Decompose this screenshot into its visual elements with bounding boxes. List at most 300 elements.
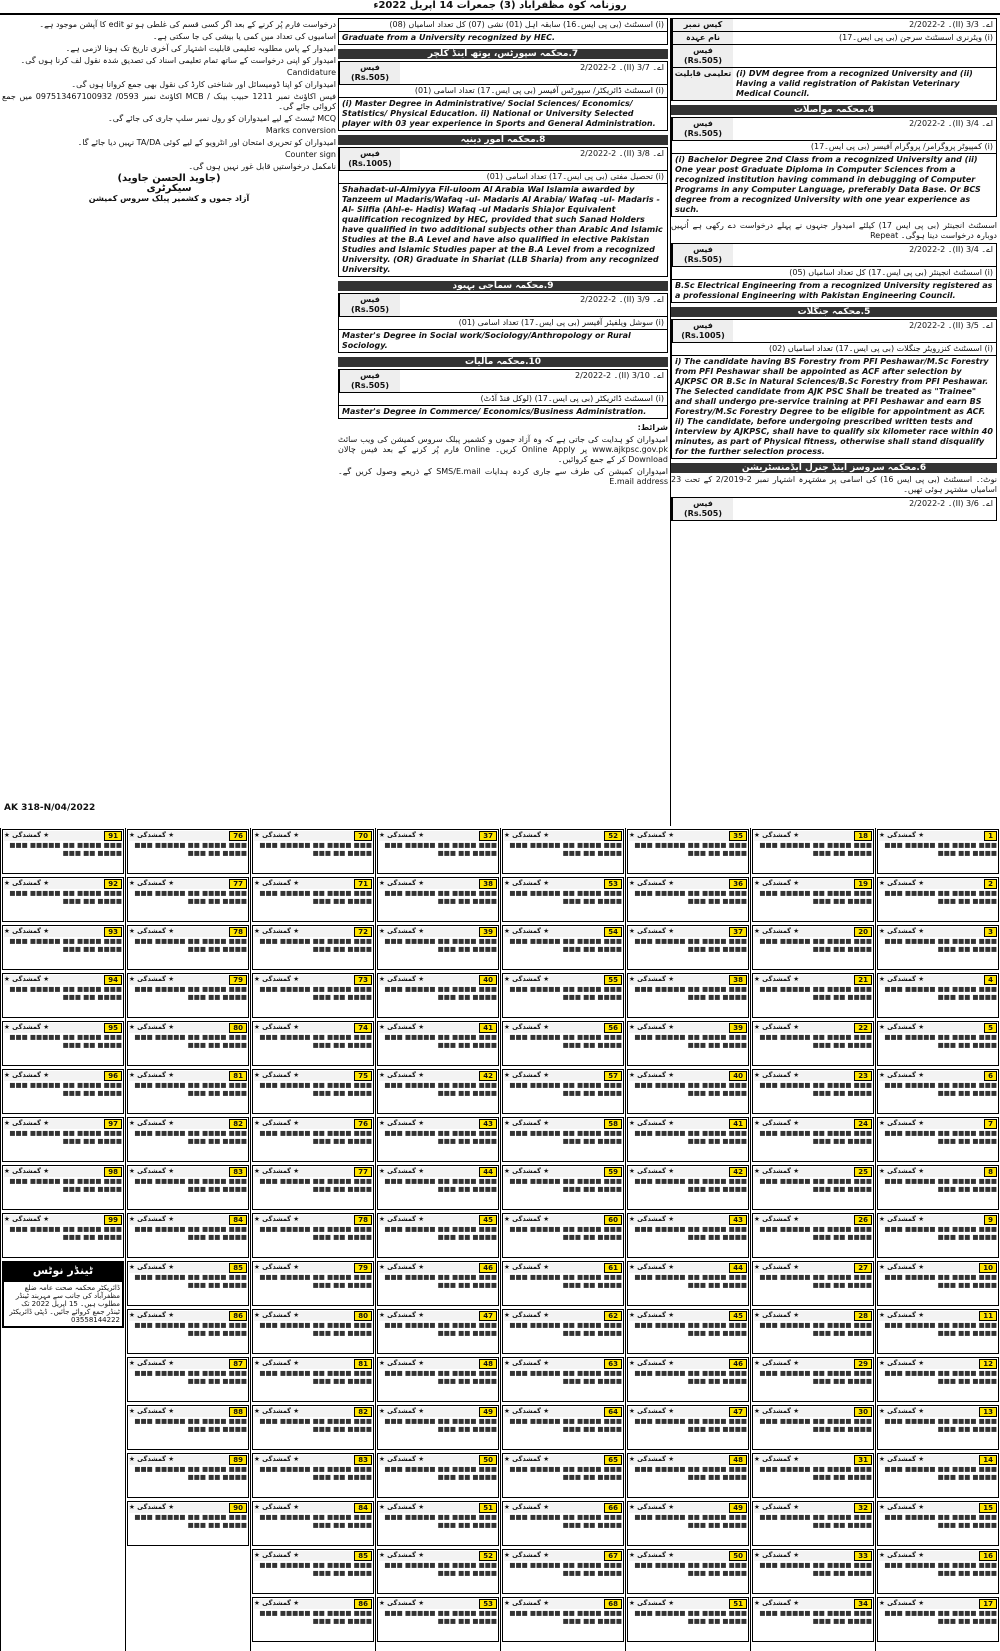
ad-body: ■■■ ■■■■ ■■ ■■■■■ ■■■ ■■■■ ■■ ■■■ [9, 1081, 122, 1097]
ad-body: ■■■ ■■■■ ■■ ■■■■■ ■■■ ■■■■ ■■ ■■■ [509, 1609, 622, 1625]
ad-label: ★ گمشدگی ★ [754, 1407, 800, 1415]
ad-body: ■■■ ■■■■ ■■ ■■■■■ ■■■ ■■■■ ■■ ■■■ [884, 1129, 997, 1145]
classified-ad [877, 1261, 999, 1306]
classified-ad [252, 1357, 374, 1402]
ad-body: ■■■ ■■■■ ■■ ■■■■■ ■■■ ■■■■ ■■ ■■■ [134, 889, 247, 905]
ad-body: ■■■ ■■■■ ■■ ■■■■■ ■■■ ■■■■ ■■ ■■■ [509, 1369, 622, 1385]
ad-body: ■■■ ■■■■ ■■ ■■■■■ ■■■ ■■■■ ■■ ■■■ [134, 1081, 247, 1097]
ad-body: ■■■ ■■■■ ■■ ■■■■■ ■■■ ■■■■ ■■ ■■■ [384, 1513, 497, 1529]
ad-label: ★ گمشدگی ★ [879, 1263, 925, 1271]
ad-number: 47 [729, 1407, 747, 1417]
classified-ad [127, 1405, 249, 1450]
ad-label: ★ گمشدگی ★ [254, 1503, 300, 1511]
ad-label: ★ گمشدگی ★ [379, 1023, 425, 1031]
ad-body: ■■■ ■■■■ ■■ ■■■■■ ■■■ ■■■■ ■■ ■■■ [259, 1273, 372, 1289]
ad-number: 76 [229, 831, 247, 841]
classified-ad [877, 1357, 999, 1402]
ad-body: ■■■ ■■■■ ■■ ■■■■■ ■■■ ■■■■ ■■ ■■■ [884, 1225, 997, 1241]
classified-ad [877, 973, 999, 1018]
classified-ad [627, 1357, 749, 1402]
ad-body: ■■■ ■■■■ ■■ ■■■■■ ■■■ ■■■■ ■■ ■■■ [134, 1321, 247, 1337]
ad-number: 73 [354, 975, 372, 985]
ad-label: ★ گمشدگی ★ [504, 1503, 550, 1511]
ad-number: 84 [354, 1503, 372, 1513]
ad-number: 98 [104, 1167, 122, 1177]
ad-body: ■■■ ■■■■ ■■ ■■■■■ ■■■ ■■■■ ■■ ■■■ [884, 1609, 997, 1625]
ad-body: ■■■ ■■■■ ■■ ■■■■■ ■■■ ■■■■ ■■ ■■■ [884, 1033, 997, 1049]
ad-body: ■■■ ■■■■ ■■ ■■■■■ ■■■ ■■■■ ■■ ■■■ [259, 1177, 372, 1193]
classified-column [875, 828, 1000, 1651]
classified-ad [377, 1549, 499, 1594]
classified-ad [627, 1453, 749, 1498]
ad-number: 63 [604, 1359, 622, 1369]
ad-number: 48 [729, 1455, 747, 1465]
ad-number: 92 [104, 879, 122, 889]
ad-label: ★ گمشدگی ★ [379, 1551, 425, 1559]
ad-number: 80 [229, 1023, 247, 1033]
ad-number: 39 [479, 927, 497, 937]
ad-label: ★ گمشدگی ★ [504, 975, 550, 983]
post-name: (i) اسسٹنٹ ڈائریکٹر/ سپورٹس آفیسر (بی پی ایس۔17) تعداد اسامی (01) [414, 86, 664, 95]
ad-body: ■■■ ■■■■ ■■ ■■■■■ ■■■ ■■■■ ■■ ■■■ [259, 1033, 372, 1049]
classified-ad [752, 1021, 874, 1066]
ad-label: ★ گمشدگی ★ [129, 927, 175, 935]
ad-number: 67 [604, 1551, 622, 1561]
ad-label: ★ گمشدگی ★ [629, 975, 675, 983]
classified-ad [252, 877, 374, 922]
ad-number: 81 [229, 1071, 247, 1081]
classified-ad [252, 973, 374, 1018]
fee: فیس (Rs.505) [672, 498, 733, 520]
ad-label: ★ گمشدگی ★ [879, 879, 925, 887]
ad-number: 55 [604, 975, 622, 985]
ad-body: ■■■ ■■■■ ■■ ■■■■■ ■■■ ■■■■ ■■ ■■■ [634, 1177, 747, 1193]
classified-ad [502, 925, 624, 970]
ad-number: 44 [479, 1167, 497, 1177]
classified-ad [627, 973, 749, 1018]
classified-ad [2, 1117, 124, 1162]
ad-number: 68 [604, 1599, 622, 1609]
classified-ad [752, 1213, 874, 1258]
job-assistant [671, 497, 997, 521]
instruction: Candidature [286, 68, 336, 77]
ad-label: ★ گمشدگی ★ [504, 1071, 550, 1079]
ad-body: ■■■ ■■■■ ■■ ■■■■■ ■■■ ■■■■ ■■ ■■■ [884, 985, 997, 1001]
ad-label: ★ گمشدگی ★ [754, 831, 800, 839]
ad-number: 5 [984, 1023, 997, 1033]
ad-number: 58 [604, 1119, 622, 1129]
classified-ad [752, 973, 874, 1018]
ad-label: ★ گمشدگی ★ [254, 1167, 300, 1175]
classified-ad [377, 877, 499, 922]
ad-label: ★ گمشدگی ★ [254, 1215, 300, 1223]
ad-label: ★ گمشدگی ★ [129, 1263, 175, 1271]
ad-body: ■■■ ■■■■ ■■ ■■■■■ ■■■ ■■■■ ■■ ■■■ [634, 1273, 747, 1289]
ad-body: ■■■ ■■■■ ■■ ■■■■■ ■■■ ■■■■ ■■ ■■■ [259, 1129, 372, 1145]
ad-label: ★ گمشدگی ★ [879, 1119, 925, 1127]
ad-body: ■■■ ■■■■ ■■ ■■■■■ ■■■ ■■■■ ■■ ■■■ [509, 889, 622, 905]
classified-ad [752, 877, 874, 922]
ad-body: ■■■ ■■■■ ■■ ■■■■■ ■■■ ■■■■ ■■ ■■■ [634, 1465, 747, 1481]
ad-label: ★ گمشدگی ★ [629, 1119, 675, 1127]
classified-ad [627, 1309, 749, 1354]
classified-ad [877, 1165, 999, 1210]
ad-number: 72 [354, 927, 372, 937]
classified-ad [877, 829, 999, 874]
ad-label: ★ گمشدگی ★ [504, 1359, 550, 1367]
ad-body: ■■■ ■■■■ ■■ ■■■■■ ■■■ ■■■■ ■■ ■■■ [759, 1273, 872, 1289]
ad-body: ■■■ ■■■■ ■■ ■■■■■ ■■■ ■■■■ ■■ ■■■ [384, 1033, 497, 1049]
classified-ad [752, 1501, 874, 1546]
classified-ad [252, 1405, 374, 1450]
classified-ad [377, 1213, 499, 1258]
ad-number: 38 [729, 975, 747, 985]
ad-body: ■■■ ■■■■ ■■ ■■■■■ ■■■ ■■■■ ■■ ■■■ [134, 1033, 247, 1049]
ad-number: 85 [354, 1551, 372, 1561]
ad-number: 7 [984, 1119, 997, 1129]
ad-label: ★ گمشدگی ★ [629, 1167, 675, 1175]
ad-number: 21 [854, 975, 872, 985]
ad-number: 40 [479, 975, 497, 985]
ad-body: ■■■ ■■■■ ■■ ■■■■■ ■■■ ■■■■ ■■ ■■■ [134, 1225, 247, 1241]
ad-number: 86 [229, 1311, 247, 1321]
ad-label: ★ گمشدگی ★ [879, 1215, 925, 1223]
ad-number: 88 [229, 1407, 247, 1417]
ad-number: 6 [984, 1071, 997, 1081]
ad-number: 2 [984, 879, 997, 889]
job-forestry [671, 319, 997, 459]
instruction: نامکمل درخواستیں قابل غور نہیں ہوں گی۔ [188, 162, 336, 171]
ad-number: 37 [479, 831, 497, 841]
ad-number: 12 [979, 1359, 997, 1369]
ad-number: 15 [979, 1503, 997, 1513]
ad-number: 80 [354, 1311, 372, 1321]
ad-body: ■■■ ■■■■ ■■ ■■■■■ ■■■ ■■■■ ■■ ■■■ [884, 1081, 997, 1097]
ad-body: ■■■ ■■■■ ■■ ■■■■■ ■■■ ■■■■ ■■ ■■■ [134, 1465, 247, 1481]
classified-ad [877, 1117, 999, 1162]
ad-label: ★ گمشدگی ★ [504, 1455, 550, 1463]
ad-label: ★ گمشدگی ★ [254, 1263, 300, 1271]
ad-body: ■■■ ■■■■ ■■ ■■■■■ ■■■ ■■■■ ■■ ■■■ [509, 1561, 622, 1577]
classified-ad [127, 1069, 249, 1114]
ad-label: ★ گمشدگی ★ [629, 927, 675, 935]
ad-label: ★ گمشدگی ★ [754, 1071, 800, 1079]
ad-body: ■■■ ■■■■ ■■ ■■■■■ ■■■ ■■■■ ■■ ■■■ [134, 937, 247, 953]
qualification: i) The candidate having BS Forestry from PFI Peshawar/M.Sc Forestry from PFI Peshawar shall be appointed as ACF after selection by AJKPSC OR B.Sc in Natural Sciences/B.Sc Forestry from PFI Peshawar. The Selected candidate from AJK PSC Shall be treated as "Trainee" and shall undergo pre-service training at PFI Peshawar and earn BS Forestry/M.Sc Forestry Degree to be eligible for appointment as ACF. ii) The candidate, before undergoing prescribed written tests and interview by AJKPSC, shall have to qualify six kilometer race within 40 minutes, as part of Physical fitness, otherwise shall stand disqualify for the further selection process. [675, 357, 993, 456]
ad-number: 65 [604, 1455, 622, 1465]
ad-body: ■■■ ■■■■ ■■ ■■■■■ ■■■ ■■■■ ■■ ■■■ [759, 1465, 872, 1481]
ad-label: ★ گمشدگی ★ [504, 1023, 550, 1031]
ad-number: 61 [604, 1263, 622, 1273]
ad-label: ★ گمشدگی ★ [379, 975, 425, 983]
ad-body: ■■■ ■■■■ ■■ ■■■■■ ■■■ ■■■■ ■■ ■■■ [634, 1369, 747, 1385]
classified-ad [252, 1021, 374, 1066]
ad-label: ★ گمشدگی ★ [254, 1599, 300, 1607]
ad-number: 17 [979, 1599, 997, 1609]
case-number: اے۔ 3/4 (II)۔ 2-2/2022 [909, 119, 993, 128]
classified-ad [877, 1069, 999, 1114]
ad-label: ★ گمشدگی ★ [754, 1551, 800, 1559]
ad-body: ■■■ ■■■■ ■■ ■■■■■ ■■■ ■■■■ ■■ ■■■ [134, 1273, 247, 1289]
classified-column [500, 828, 625, 1651]
ad-number: 46 [479, 1263, 497, 1273]
ad-body: ■■■ ■■■■ ■■ ■■■■■ ■■■ ■■■■ ■■ ■■■ [9, 937, 122, 953]
classified-column [0, 828, 125, 1651]
ad-body: ■■■ ■■■■ ■■ ■■■■■ ■■■ ■■■■ ■■ ■■■ [759, 1129, 872, 1145]
post-name: (i) اسسٹنٹ کنزرویٹر جنگلات (بی پی ایس۔17) تعداد اسامیاں (02) [768, 344, 993, 353]
ad-number: 18 [854, 831, 872, 841]
ad-label: ★ گمشدگی ★ [379, 879, 425, 887]
ad-label: ★ گمشدگی ★ [4, 879, 50, 887]
ad-number: 79 [354, 1263, 372, 1273]
ad-body: ■■■ ■■■■ ■■ ■■■■■ ■■■ ■■■■ ■■ ■■■ [634, 985, 747, 1001]
ad-number: 76 [354, 1119, 372, 1129]
ad-body: ■■■ ■■■■ ■■ ■■■■■ ■■■ ■■■■ ■■ ■■■ [759, 1561, 872, 1577]
ad-label: ★ گمشدگی ★ [754, 1455, 800, 1463]
ad-label: ★ گمشدگی ★ [129, 1167, 175, 1175]
ad-body: ■■■ ■■■■ ■■ ■■■■■ ■■■ ■■■■ ■■ ■■■ [509, 1081, 622, 1097]
ad-body: ■■■ ■■■■ ■■ ■■■■■ ■■■ ■■■■ ■■ ■■■ [509, 1465, 622, 1481]
ad-number: 8 [984, 1167, 997, 1177]
ad-body: ■■■ ■■■■ ■■ ■■■■■ ■■■ ■■■■ ■■ ■■■ [384, 1081, 497, 1097]
right-column [670, 18, 997, 826]
ad-body: ■■■ ■■■■ ■■ ■■■■■ ■■■ ■■■■ ■■ ■■■ [509, 985, 622, 1001]
ad-number: 89 [229, 1455, 247, 1465]
ad-body: ■■■ ■■■■ ■■ ■■■■■ ■■■ ■■■■ ■■ ■■■ [759, 1321, 872, 1337]
classified-ad [377, 829, 499, 874]
classified-ad [752, 925, 874, 970]
ad-body: ■■■ ■■■■ ■■ ■■■■■ ■■■ ■■■■ ■■ ■■■ [259, 1561, 372, 1577]
ad-label: ★ گمشدگی ★ [629, 1455, 675, 1463]
classified-ad [627, 925, 749, 970]
classified-ad [877, 1213, 999, 1258]
classified-ad [502, 1549, 624, 1594]
ad-number: 57 [604, 1071, 622, 1081]
ad-label: ★ گمشدگی ★ [629, 1215, 675, 1223]
classified-ad [502, 973, 624, 1018]
ad-number: 91 [104, 831, 122, 841]
classified-ad [252, 925, 374, 970]
ad-label: ★ گمشدگی ★ [754, 1599, 800, 1607]
classified-ad [2, 973, 124, 1018]
ad-body: ■■■ ■■■■ ■■ ■■■■■ ■■■ ■■■■ ■■ ■■■ [509, 1513, 622, 1529]
classified-ad [627, 877, 749, 922]
ad-label: ★ گمشدگی ★ [629, 1503, 675, 1511]
classified-ad [377, 1357, 499, 1402]
ad-body: ■■■ ■■■■ ■■ ■■■■■ ■■■ ■■■■ ■■ ■■■ [509, 1177, 622, 1193]
case-label: کیس نمبر [672, 19, 733, 31]
dept-heading: 9.محکمہ سماجی بہبود [338, 281, 668, 291]
ad-number: 20 [854, 927, 872, 937]
ad-body: ■■■ ■■■■ ■■ ■■■■■ ■■■ ■■■■ ■■ ■■■ [509, 1129, 622, 1145]
ad-label: ★ گمشدگی ★ [629, 1023, 675, 1031]
classified-ad [252, 1597, 374, 1642]
ad-body: ■■■ ■■■■ ■■ ■■■■■ ■■■ ■■■■ ■■ ■■■ [384, 1321, 497, 1337]
ad-label: ★ گمشدگی ★ [754, 1023, 800, 1031]
ad-body: ■■■ ■■■■ ■■ ■■■■■ ■■■ ■■■■ ■■ ■■■ [134, 841, 247, 857]
ad-label: ★ گمشدگی ★ [129, 1311, 175, 1319]
fee: فیس (Rs.505) [672, 244, 733, 266]
ad-label: ★ گمشدگی ★ [754, 1167, 800, 1175]
ad-body: ■■■ ■■■■ ■■ ■■■■■ ■■■ ■■■■ ■■ ■■■ [634, 937, 747, 953]
ad-body: ■■■ ■■■■ ■■ ■■■■■ ■■■ ■■■■ ■■ ■■■ [384, 889, 497, 905]
dept-heading: 7.محکمہ سپورٹس، یوتھ اینڈ کلچر [338, 49, 668, 59]
instruction: امیدواران کو تحریری امتحان اور انٹرویو کے لیے کوئی TA/DA نہیں دیا جائے گا۔ [77, 138, 336, 147]
case-number: اے۔ 3/7 (II)۔ 2-2/2022 [580, 63, 664, 72]
ad-number: 75 [354, 1071, 372, 1081]
qualification: Graduate from a University recognized by HEC. [342, 33, 556, 42]
ad-body: ■■■ ■■■■ ■■ ■■■■■ ■■■ ■■■■ ■■ ■■■ [634, 1129, 747, 1145]
ad-number: 37 [729, 927, 747, 937]
classified-ad [627, 1597, 749, 1642]
ad-body: ■■■ ■■■■ ■■ ■■■■■ ■■■ ■■■■ ■■ ■■■ [634, 1417, 747, 1433]
classified-ad [752, 1165, 874, 1210]
ad-number: 74 [354, 1023, 372, 1033]
classified-column [750, 828, 875, 1651]
ad-label: ★ گمشدگی ★ [504, 1311, 550, 1319]
classified-ad [377, 1261, 499, 1306]
classified-ad [377, 925, 499, 970]
ad-number: 53 [604, 879, 622, 889]
ad-number: 56 [604, 1023, 622, 1033]
ad-body: ■■■ ■■■■ ■■ ■■■■■ ■■■ ■■■■ ■■ ■■■ [759, 1033, 872, 1049]
fee: فیس (Rs.1005) [339, 148, 400, 170]
ad-label: ★ گمشدگی ★ [629, 1263, 675, 1271]
classified-ad [377, 1117, 499, 1162]
ad-body: ■■■ ■■■■ ■■ ■■■■■ ■■■ ■■■■ ■■ ■■■ [384, 841, 497, 857]
ad-body: ■■■ ■■■■ ■■ ■■■■■ ■■■ ■■■■ ■■ ■■■ [384, 1417, 497, 1433]
ad-label: ★ گمشدگی ★ [254, 975, 300, 983]
case-number: اے۔ 3/3 (II)۔ 2-2/2022 [909, 20, 993, 29]
ad-label: ★ گمشدگی ★ [129, 1119, 175, 1127]
dept-heading: 5.محکمہ جنگلات [671, 307, 997, 317]
ad-body: ■■■ ■■■■ ■■ ■■■■■ ■■■ ■■■■ ■■ ■■■ [884, 889, 997, 905]
ad-label: ★ گمشدگی ★ [379, 1359, 425, 1367]
ad-label: ★ گمشدگی ★ [379, 1167, 425, 1175]
ad-label: ★ گمشدگی ★ [379, 1215, 425, 1223]
ad-label: ★ گمشدگی ★ [504, 1599, 550, 1607]
ad-body: ■■■ ■■■■ ■■ ■■■■■ ■■■ ■■■■ ■■ ■■■ [259, 841, 372, 857]
ad-body: ■■■ ■■■■ ■■ ■■■■■ ■■■ ■■■■ ■■ ■■■ [634, 841, 747, 857]
classified-ad [877, 1597, 999, 1642]
ad-body: ■■■ ■■■■ ■■ ■■■■■ ■■■ ■■■■ ■■ ■■■ [384, 1225, 497, 1241]
ad-body: ■■■ ■■■■ ■■ ■■■■■ ■■■ ■■■■ ■■ ■■■ [884, 937, 997, 953]
post-name: (i) اسسٹنٹ انجینئر (بی پی ایس۔17) کل تعداد اسامیاں (05) [789, 268, 993, 277]
ad-label: ★ گمشدگی ★ [4, 1071, 50, 1079]
ad-label: ★ گمشدگی ★ [504, 831, 550, 839]
fee: فیس (Rs.1005) [672, 320, 733, 342]
classified-ad [877, 925, 999, 970]
ad-number: 27 [854, 1263, 872, 1273]
header-title: روزنامہ کوہ مظفرآباد (3) جمعرات 14 اپریل 2022ء [373, 0, 627, 11]
ad-body: ■■■ ■■■■ ■■ ■■■■■ ■■■ ■■■■ ■■ ■■■ [509, 937, 622, 953]
qualification: B.Sc Electrical Engineering from a recognized University registered as a professional Engineering with Pakistan Engineering Council. [675, 281, 993, 300]
job-mufti [338, 147, 668, 277]
ad-number: 90 [229, 1503, 247, 1513]
qual-label: تعلیمی قابلیت [672, 68, 733, 100]
classified-ad [252, 1117, 374, 1162]
classified-ad [502, 877, 624, 922]
ad-label: ★ گمشدگی ★ [254, 1071, 300, 1079]
ad-label: ★ گمشدگی ★ [4, 1215, 50, 1223]
classified-ad [377, 1309, 499, 1354]
instruction: امیدوار کے پاس مطلوبہ تعلیمی قابلیت اشتہار کی آخری تاریخ تک ہونا لازمی ہے۔ [65, 44, 336, 53]
ad-label: ★ گمشدگی ★ [129, 831, 175, 839]
ad-number: 24 [854, 1119, 872, 1129]
ad-label: ★ گمشدگی ★ [879, 1503, 925, 1511]
ad-label: ★ گمشدگی ★ [4, 831, 50, 839]
ad-number: 16 [979, 1551, 997, 1561]
ad-body: ■■■ ■■■■ ■■ ■■■■■ ■■■ ■■■■ ■■ ■■■ [259, 1081, 372, 1097]
ad-body: ■■■ ■■■■ ■■ ■■■■■ ■■■ ■■■■ ■■ ■■■ [134, 1129, 247, 1145]
fee: فیس (Rs.505) [339, 62, 400, 84]
classified-ad [752, 1405, 874, 1450]
ad-label: ★ گمشدگی ★ [254, 1311, 300, 1319]
ad-body: ■■■ ■■■■ ■■ ■■■■■ ■■■ ■■■■ ■■ ■■■ [634, 889, 747, 905]
ad-label: ★ گمشدگی ★ [254, 1407, 300, 1415]
post-name: (i) سوشل ویلفیئر آفیسر (بی پی ایس۔17) تعداد اسامی (01) [458, 318, 664, 327]
note: اسسٹنٹ انجینئر (بی پی ایس 17) کیلئے امیدوار جنہوں نے پہلے درخواست دے رکھی ہے اُنہیں دوبارہ درخواست دینا ہوگی۔ Repeat [671, 221, 997, 240]
classified-ad [627, 1549, 749, 1594]
ad-body: ■■■ ■■■■ ■■ ■■■■■ ■■■ ■■■■ ■■ ■■■ [759, 1369, 872, 1385]
classified-ad [752, 1309, 874, 1354]
ad-label: ★ گمشدگی ★ [879, 1167, 925, 1175]
conditions-title: شرائط: [637, 423, 668, 432]
qualification: (i) DVM degree from a recognized University and (ii) Having a valid registration of Pakistan Veterinary Medical Council. [736, 69, 973, 98]
ad-number: 29 [854, 1359, 872, 1369]
ad-body: ■■■ ■■■■ ■■ ■■■■■ ■■■ ■■■■ ■■ ■■■ [634, 1513, 747, 1529]
ad-number: 26 [854, 1215, 872, 1225]
ad-label: ★ گمشدگی ★ [4, 1023, 50, 1031]
ad-number: 62 [604, 1311, 622, 1321]
ad-number: 14 [979, 1455, 997, 1465]
fee: فیس (Rs.505) [339, 294, 400, 316]
classified-ad [627, 1069, 749, 1114]
ad-label: ★ گمشدگی ★ [504, 1119, 550, 1127]
header-rule [0, 13, 1000, 15]
note: نوٹ:۔ اسسٹنٹ (بی پی ایس 16) کی اسامی پر مشتہرہ اشتہار نمبر 2-2/2019 کے تحت 23 اسامیاں مشتہر ہوئی تھیں۔ [671, 475, 997, 494]
classified-ad [127, 1501, 249, 1546]
ad-number: 51 [479, 1503, 497, 1513]
classified-ad [877, 1405, 999, 1450]
ad-body: ■■■ ■■■■ ■■ ■■■■■ ■■■ ■■■■ ■■ ■■■ [259, 985, 372, 1001]
ad-body: ■■■ ■■■■ ■■ ■■■■■ ■■■ ■■■■ ■■ ■■■ [259, 937, 372, 953]
ad-number: 13 [979, 1407, 997, 1417]
job-finance [338, 369, 668, 419]
case-number: اے۔ 3/5 (II)۔ 2-2/2022 [909, 321, 993, 330]
ad-body: ■■■ ■■■■ ■■ ■■■■■ ■■■ ■■■■ ■■ ■■■ [759, 937, 872, 953]
classified-ad [2, 1213, 124, 1258]
ad-label: ★ گمشدگی ★ [629, 1407, 675, 1415]
classified-ad [502, 1501, 624, 1546]
ad-body: ■■■ ■■■■ ■■ ■■■■■ ■■■ ■■■■ ■■ ■■■ [509, 1033, 622, 1049]
ad-label: ★ گمشدگی ★ [629, 1599, 675, 1607]
classified-ad [377, 1165, 499, 1210]
classified-ad [627, 1213, 749, 1258]
ad-number: 1 [984, 831, 997, 841]
classified-ad [752, 1453, 874, 1498]
ad-label: ★ گمشدگی ★ [629, 879, 675, 887]
classified-ad [2, 1069, 124, 1114]
ad-body: ■■■ ■■■■ ■■ ■■■■■ ■■■ ■■■■ ■■ ■■■ [759, 1609, 872, 1625]
ad-body: ■■■ ■■■■ ■■ ■■■■■ ■■■ ■■■■ ■■ ■■■ [509, 1321, 622, 1337]
ad-body: ■■■ ■■■■ ■■ ■■■■■ ■■■ ■■■■ ■■ ■■■ [884, 1177, 997, 1193]
qualification: Shahadat-ul-Almiyya Fil-uloom Al Arabia Wal Islamia awarded by Tanzeem ul Madaris/Wafaq -ul- Madaris Al Arabia/ Wafaq -ul- Madaris -Al- Silfia (Ahl-e- Hadis) Wafaq -ul Madaris Shia)or Equivalent qualification recognized by HEC, provided that such Sanad Holders have qualified in two additional subjects other than Arabic And Islamic Studies at the B.A Level and have also qualified in elective Pakistan Studies and Islamic Studies paper at the B.A Level from a recognized University. (OR) Graduate in Shariat (LLB Sharia) from any recognized University. [342, 185, 663, 274]
classified-ad [127, 877, 249, 922]
classified-ad [127, 1453, 249, 1498]
classified-ad [627, 829, 749, 874]
ad-number: 96 [104, 1071, 122, 1081]
